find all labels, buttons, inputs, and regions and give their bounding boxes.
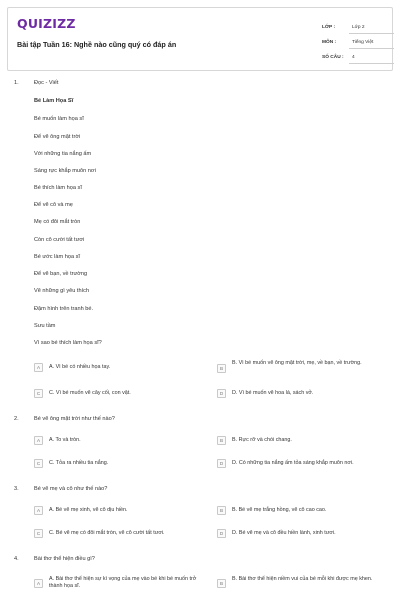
meta-underline <box>349 48 394 49</box>
option-text: A. Bài thơ thể hiện sự kì vọng của mẹ vào bé khi bé muốn trở thành họa sĩ. <box>49 576 197 589</box>
option-letter-badge: A <box>34 363 43 372</box>
meta-underline <box>349 63 394 64</box>
option-text: C. Bé vẽ mẹ có đôi mắt tròn, vẽ cô cười tất tươi. <box>49 530 165 536</box>
option-text: A. To và tròn. <box>49 437 81 443</box>
meta-subject-value: Tiếng Việt <box>352 40 374 45</box>
quizizz-logo: QUIZIZZ <box>17 16 76 31</box>
option-text: D. Bé vẽ mẹ và cô đều hiền lành, xinh tươi. <box>232 530 336 536</box>
poem-line: Để vẽ ông mặt trời <box>34 134 81 140</box>
poem-title: Bé Làm Họa Sĩ <box>34 98 74 104</box>
meta-count-value: 4 <box>352 55 355 60</box>
poem-line: Còn cô cười tất tươi <box>34 237 85 243</box>
question-text: Đọc - Viết <box>34 80 59 86</box>
poem-line: Để vẽ cô và mẹ <box>34 202 73 208</box>
question-prompt: Vì sao bé thích làm họa sĩ? <box>34 340 102 346</box>
poem-line: Với những tia nắng ấm <box>34 151 92 157</box>
option-letter-badge: A <box>34 506 43 515</box>
meta-grade-value: Lớp 2 <box>352 25 365 30</box>
option-letter-badge: A <box>34 436 43 445</box>
option-letter-badge: B <box>217 579 226 588</box>
question-number: 4. <box>14 556 19 562</box>
poem-line: Đậm hình trên tranh bé. <box>34 306 94 312</box>
poem-line: Bé thích làm họa sĩ <box>34 185 82 191</box>
meta-count-label: SỐ CÂU : <box>322 55 344 60</box>
option-letter-badge: A <box>34 579 43 588</box>
meta-subject-label: MÔN : <box>322 40 337 45</box>
worksheet-title: Bài tập Tuần 16: Nghề nào cũng quý có đáp án <box>17 40 177 49</box>
poem-line: Bé muốn làm họa sĩ <box>34 116 84 122</box>
poem-line: Để vẽ bạn, về trường <box>34 271 88 277</box>
option-text: C. Tỏa ra nhiều tia nắng. <box>49 460 109 466</box>
poem-line: Vẽ những gì yêu thích <box>34 288 90 294</box>
option-text: D. Có những tia nắng ấm tỏa sáng khắp muôn nơi. <box>232 460 354 466</box>
worksheet-header <box>7 7 393 71</box>
question-number: 2. <box>14 416 19 422</box>
option-text: B. Vì bé muốn vẽ ông mặt trời, mẹ, về bạn, về trường. <box>232 360 362 366</box>
meta-grade-label: LỚP : <box>322 25 336 30</box>
option-text: A. Bé vẽ mẹ xinh, vẽ cô dịu hiền. <box>49 507 128 513</box>
option-text: A. Vì bé có nhiều họa tay. <box>49 364 111 370</box>
option-text: B. Rực rỡ và chói chang. <box>232 437 292 443</box>
meta-underline <box>349 33 394 34</box>
question-text: Bài thơ thể hiện điều gì? <box>34 556 95 562</box>
option-letter-badge: D <box>217 459 226 468</box>
poem-source: Sưu tầm <box>34 323 56 329</box>
option-letter-badge: D <box>217 389 226 398</box>
poem-line: Sáng rực khắp muôn nơi <box>34 168 96 174</box>
option-letter-badge: B <box>217 436 226 445</box>
option-letter-badge: C <box>34 389 43 398</box>
question-text: Bé vẽ ông mặt trời như thế nào? <box>34 416 115 422</box>
option-text: D. Vì bé muốn vẽ hoa lá, sách vở. <box>232 390 314 396</box>
poem-line: Mẹ có đôi mắt tròn <box>34 219 81 225</box>
option-letter-badge: B <box>217 364 226 373</box>
option-text: C. Vì bé muốn vẽ cây cối, con vật. <box>49 390 131 396</box>
option-letter-badge: C <box>34 459 43 468</box>
question-number: 1. <box>14 80 19 86</box>
question-text: Bé vẽ mẹ và cô như thế nào? <box>34 486 108 492</box>
option-letter-badge: B <box>217 506 226 515</box>
option-letter-badge: C <box>34 529 43 538</box>
option-text: B. Bài thơ thể hiện niềm vui của bé mỗi khi được mẹ khen. <box>232 576 373 582</box>
option-letter-badge: D <box>217 529 226 538</box>
question-number: 3. <box>14 486 19 492</box>
poem-line: Bé ước làm họa sĩ <box>34 254 80 260</box>
option-text: B. Bé vẽ mẹ trắng hồng, vẽ cô cao cao. <box>232 507 327 513</box>
